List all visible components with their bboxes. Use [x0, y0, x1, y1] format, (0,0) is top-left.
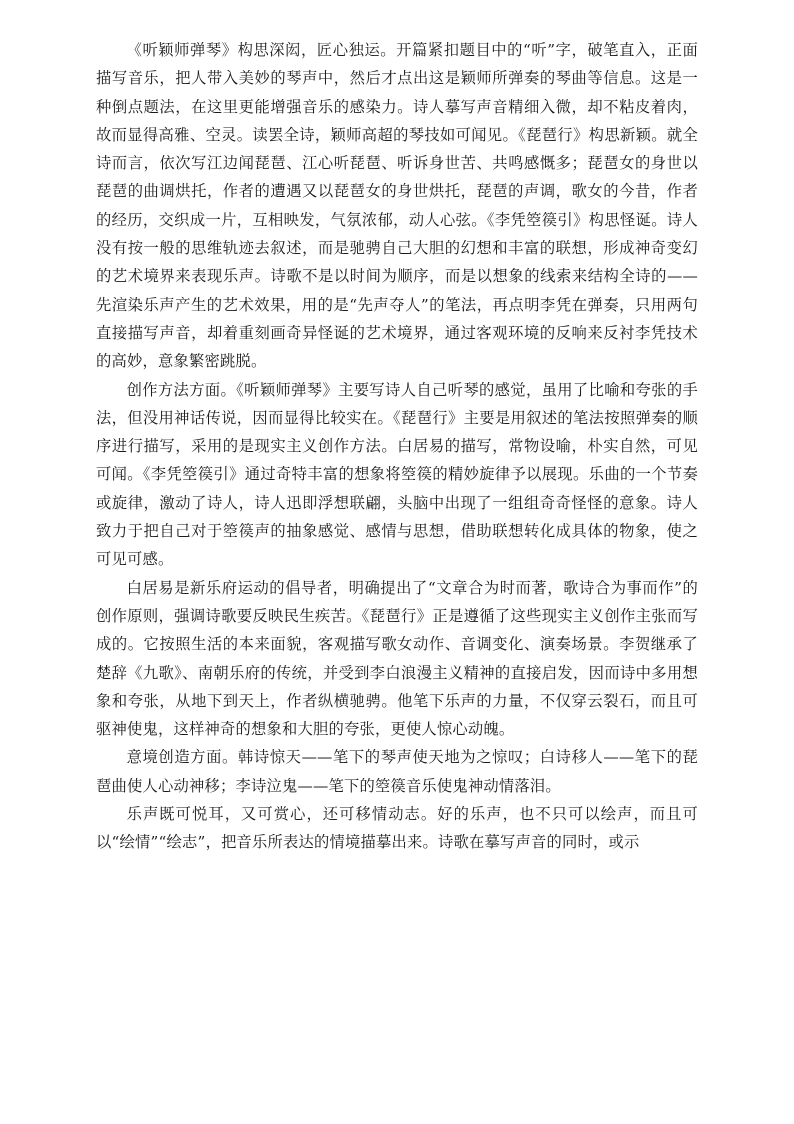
paragraph-music-emotion: 乐声既可悦耳，又可赏心，还可移情动志。好的乐声，也不只可以绘声，而且可以“绘情”“绘志”，把音乐所表达的情境描摹出来。诗歌在摹写声音的同时，或示 [96, 805, 698, 852]
paragraph-new-yuefu-movement: 白居易是新乐府运动的倡导者，明确提出了“文章合为时而著，歌诗合为事而作”的创作原则，强调诗歌要反映民生疾苦。《琵琶行》正是遵循了这些现实主义创作主张而写成的。它按照生活的本来面貌，客观描写歌女动作、音调变化、演奏场景。李贺继承了楚辞《九歌》、南朝乐府的传统，并受到李白浪漫主义精神的直接启发，因而诗中多用想象和夸张，从地下到天上，作者纵横驰骋。他笔下乐声的力量，不仅穿云裂石，而且可驱神使鬼，这样神奇的想象和大胆的夸张，更使人惊心动魄。 [96, 578, 698, 739]
document-body [96, 36, 698, 857]
paragraph-composition-ideas: 《听颖师弹琴》构思深闳，匠心独运。开篇紧扣题目中的“听”字，破笔直入，正面描写音乐，把人带入美妙的琴声中，然后才点出这是颖师所弹奏的琴曲等信息。这是一种倒点题法，在这里更能增强音乐的感染力。诗人摹写声音精细入微，却不粘皮着肉，故而显得高雅、空灵。读罢全诗，颖师高超的琴技如可闻见。《琵琶行》构思新颖。就全诗而言，依次写江边闻琵琶、江心听琵琶、听诉身世苦、共鸣感慨多；琵琶女的身世以琵琶的曲调烘托，作者的遭遇又以琵琶女的身世烘托，琵琶的声调，歌女的今昔，作者的经历，交织成一片，互相映发，气氛浓郁，动人心弦。《李凭箜篌引》构思怪诞。诗人没有按一般的思维轨迹去叙述，而是驰骋自己大胆的幻想和丰富的联想，形成神奇变幻的艺术境界来表现乐声。诗歌不是以时间为顺序，而是以想象的线索来结构全诗的——先渲染乐声产生的艺术效果，用的是“先声夺人”的笔法，再点明李凭在弹奏，只用两句直接描写声音，却着重刻画奇异怪诞的艺术境界，通过客观环境的反响来反衬李凭技术的高妙，意象繁密跳脱。 [96, 41, 698, 371]
paragraph-artistic-conception: 意境创造方面。韩诗惊天——笔下的琴声使天地为之惊叹；白诗移人——笔下的琵琶曲使人心动神移；李诗泣鬼——笔下的箜篌音乐使鬼神动情落泪。 [96, 748, 698, 795]
paragraph-creative-method: 创作方法方面。《听颖师弹琴》主要写诗人自己听琴的感觉，虽用了比喻和夸张的手法，但没用神话传说，因而显得比较实在。《琵琶行》主要是用叙述的笔法按照弹奏的顺序进行描写，采用的是现实主义创作方法。白居易的描写，常物设喻，朴实自然，可见可闻。《李凭箜篌引》通过奇特丰富的想象将箜篌的精妙旋律予以展现。乐曲的一个节奏或旋律，激动了诗人，诗人迅即浮想联翩，头脑中出现了一组组奇奇怪怪的意象。诗人致力于把自己对于箜篌声的抽象感觉、感情与思想，借助联想转化成具体的物象，使之可见可感。 [96, 380, 698, 569]
